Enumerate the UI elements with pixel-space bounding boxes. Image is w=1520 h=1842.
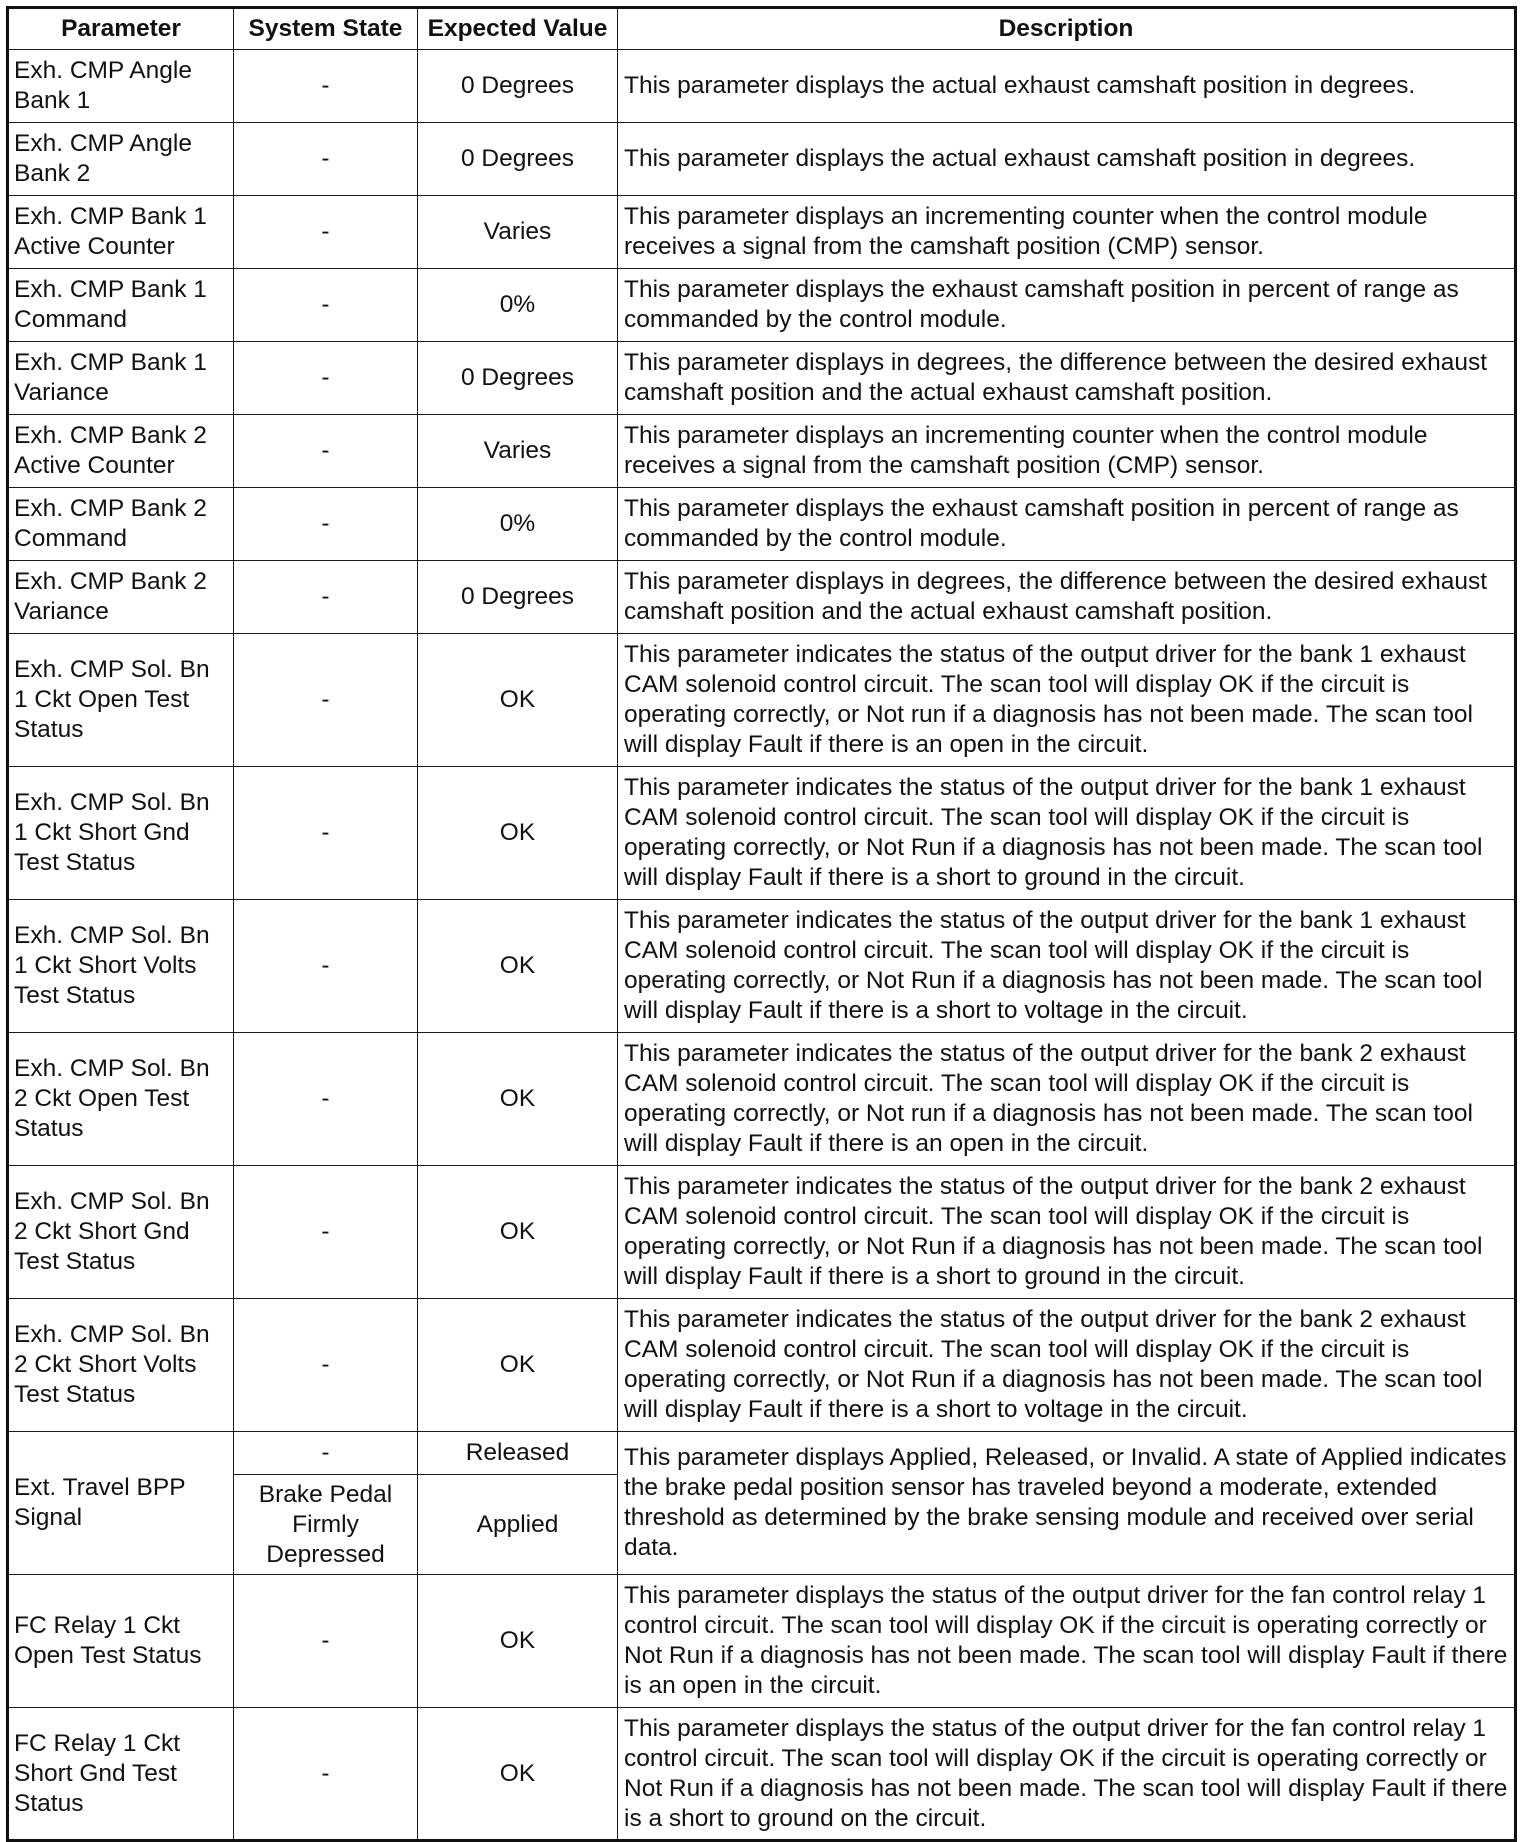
expected-value-cell: OK bbox=[418, 1166, 618, 1299]
parameter-cell: Exh. CMP Bank 2 Command bbox=[8, 488, 234, 561]
description-cell: This parameter indicates the status of the output driver for the bank 2 exhaust CAM solenoid control circuit. The scan tool will display OK if the circuit is operating correctly, or Not Run if a diagnosis has not been made. The scan tool will display Fault if there is a short to ground in the circuit. bbox=[618, 1166, 1516, 1299]
description-cell: This parameter displays the actual exhaust camshaft position in degrees. bbox=[618, 123, 1516, 196]
description-cell: This parameter displays the exhaust camshaft position in percent of range as commanded by the control module. bbox=[618, 488, 1516, 561]
table-row bbox=[8, 561, 1516, 634]
expected-value-cell: 0 Degrees bbox=[418, 123, 618, 196]
header-description: Description bbox=[618, 8, 1516, 50]
expected-value-cell: Released bbox=[418, 1432, 618, 1475]
system-state-cell: Brake Pedal Firmly Depressed bbox=[234, 1475, 418, 1575]
system-state-cell: - bbox=[234, 415, 418, 488]
parameter-cell: Exh. CMP Sol. Bn 1 Ckt Short Volts Test Status bbox=[8, 900, 234, 1033]
description-cell: This parameter displays in degrees, the difference between the desired exhaust camshaft position and the actual exhaust camshaft position. bbox=[618, 561, 1516, 634]
parameter-cell: Exh. CMP Angle Bank 2 bbox=[8, 123, 234, 196]
description-cell: This parameter displays the actual exhaust camshaft position in degrees. bbox=[618, 50, 1516, 123]
table-row bbox=[8, 123, 1516, 196]
system-state-cell: - bbox=[234, 269, 418, 342]
table-row bbox=[8, 1575, 1516, 1708]
system-state-cell: - bbox=[234, 1575, 418, 1708]
header-row bbox=[8, 8, 1516, 50]
table-row bbox=[8, 1299, 1516, 1432]
description-cell: This parameter displays an incrementing counter when the control module receives a signal from the camshaft position (CMP) sensor. bbox=[618, 415, 1516, 488]
expected-value-cell: 0 Degrees bbox=[418, 50, 618, 123]
table-row bbox=[8, 900, 1516, 1033]
description-cell: This parameter displays the status of the output driver for the fan control relay 1 control circuit. The scan tool will display OK if the circuit is operating correctly or Not Run if a diagnosis has not been made. The scan tool will display Fault if there is a short to ground on the circuit. bbox=[618, 1708, 1516, 1841]
parameter-cell: Exh. CMP Bank 1 Variance bbox=[8, 342, 234, 415]
expected-value-cell: OK bbox=[418, 634, 618, 767]
table-row bbox=[8, 1033, 1516, 1166]
parameter-cell: FC Relay 1 Ckt Short Gnd Test Status bbox=[8, 1708, 234, 1841]
expected-value-cell: 0 Degrees bbox=[418, 342, 618, 415]
table-row bbox=[8, 1708, 1516, 1841]
description-cell: This parameter displays the status of the output driver for the fan control relay 1 control circuit. The scan tool will display OK if the circuit is operating correctly or Not Run if a diagnosis has not been made. The scan tool will display Fault if there is an open in the circuit. bbox=[618, 1575, 1516, 1708]
parameter-cell: Exh. CMP Bank 1 Active Counter bbox=[8, 196, 234, 269]
table-row bbox=[8, 488, 1516, 561]
description-cell: This parameter indicates the status of the output driver for the bank 2 exhaust CAM solenoid control circuit. The scan tool will display OK if the circuit is operating correctly, or Not Run if a diagnosis has not been made. The scan tool will display Fault if there is a short to voltage in the circuit. bbox=[618, 1299, 1516, 1432]
description-cell: This parameter indicates the status of the output driver for the bank 1 exhaust CAM solenoid control circuit. The scan tool will display OK if the circuit is operating correctly, or Not Run if a diagnosis has not been made. The scan tool will display Fault if there is a short to ground in the circuit. bbox=[618, 767, 1516, 900]
expected-value-cell: OK bbox=[418, 767, 618, 900]
description-cell: This parameter displays Applied, Released, or Invalid. A state of Applied indicates the brake pedal position sensor has traveled beyond a moderate, extended threshold as determined by the brake sensing module and received over serial data. bbox=[618, 1432, 1516, 1575]
table-row bbox=[8, 269, 1516, 342]
expected-value-cell: OK bbox=[418, 1033, 618, 1166]
description-cell: This parameter indicates the status of the output driver for the bank 1 exhaust CAM solenoid control circuit. The scan tool will display OK if the circuit is operating correctly, or Not run if a diagnosis has not been made. The scan tool will display Fault if there is an open in the circuit. bbox=[618, 634, 1516, 767]
parameter-cell: FC Relay 1 Ckt Open Test Status bbox=[8, 1575, 234, 1708]
parameter-cell: Exh. CMP Sol. Bn 2 Ckt Short Volts Test Status bbox=[8, 1299, 234, 1432]
system-state-cell: - bbox=[234, 1708, 418, 1841]
parameter-cell: Exh. CMP Angle Bank 1 bbox=[8, 50, 234, 123]
table-row bbox=[8, 767, 1516, 900]
table-row bbox=[8, 1166, 1516, 1299]
system-state-cell: - bbox=[234, 123, 418, 196]
expected-value-cell: OK bbox=[418, 1708, 618, 1841]
expected-value-cell: 0 Degrees bbox=[418, 561, 618, 634]
description-cell: This parameter indicates the status of the output driver for the bank 2 exhaust CAM solenoid control circuit. The scan tool will display OK if the circuit is operating correctly, or Not run if a diagnosis has not been made. The scan tool will display Fault if there is an open in the circuit. bbox=[618, 1033, 1516, 1166]
parameter-cell: Exh. CMP Bank 2 Variance bbox=[8, 561, 234, 634]
expected-value-cell: 0% bbox=[418, 269, 618, 342]
table-row bbox=[8, 196, 1516, 269]
system-state-cell: - bbox=[234, 634, 418, 767]
description-cell: This parameter displays in degrees, the difference between the desired exhaust camshaft position and the actual exhaust camshaft position. bbox=[618, 342, 1516, 415]
system-state-cell: - bbox=[234, 50, 418, 123]
expected-value-cell: Varies bbox=[418, 415, 618, 488]
system-state-cell: - bbox=[234, 196, 418, 269]
system-state-cell: - bbox=[234, 561, 418, 634]
parameter-cell: Ext. Travel BPP Signal bbox=[8, 1432, 234, 1575]
parameter-cell: Exh. CMP Sol. Bn 1 Ckt Short Gnd Test Status bbox=[8, 767, 234, 900]
parameter-cell: Exh. CMP Sol. Bn 2 Ckt Short Gnd Test Status bbox=[8, 1166, 234, 1299]
system-state-cell: - bbox=[234, 1299, 418, 1432]
header-parameter: Parameter bbox=[8, 8, 234, 50]
table-row bbox=[8, 634, 1516, 767]
system-state-cell: - bbox=[234, 342, 418, 415]
description-cell: This parameter displays the exhaust camshaft position in percent of range as commanded by the control module. bbox=[618, 269, 1516, 342]
header-system-state: System State bbox=[234, 8, 418, 50]
expected-value-cell: OK bbox=[418, 900, 618, 1033]
expected-value-cell: OK bbox=[418, 1299, 618, 1432]
header-expected-value: Expected Value bbox=[418, 8, 618, 50]
expected-value-cell: Applied bbox=[418, 1475, 618, 1575]
system-state-cell: - bbox=[234, 900, 418, 1033]
table-row bbox=[8, 342, 1516, 415]
parameter-cell: Exh. CMP Sol. Bn 1 Ckt Open Test Status bbox=[8, 634, 234, 767]
expected-value-cell: OK bbox=[418, 1575, 618, 1708]
system-state-cell: - bbox=[234, 1033, 418, 1166]
description-cell: This parameter indicates the status of the output driver for the bank 1 exhaust CAM solenoid control circuit. The scan tool will display OK if the circuit is operating correctly, or Not Run if a diagnosis has not been made. The scan tool will display Fault if there is a short to voltage in the circuit. bbox=[618, 900, 1516, 1033]
table-row bbox=[8, 415, 1516, 488]
table-row bbox=[8, 1432, 1516, 1475]
parameter-cell: Exh. CMP Bank 1 Command bbox=[8, 269, 234, 342]
expected-value-cell: Varies bbox=[418, 196, 618, 269]
system-state-cell: - bbox=[234, 488, 418, 561]
system-state-cell: - bbox=[234, 767, 418, 900]
system-state-cell: - bbox=[234, 1432, 418, 1475]
system-state-cell: - bbox=[234, 1166, 418, 1299]
description-cell: This parameter displays an incrementing counter when the control module receives a signal from the camshaft position (CMP) sensor. bbox=[618, 196, 1516, 269]
parameter-table bbox=[6, 6, 1517, 1842]
table-row bbox=[8, 50, 1516, 123]
parameter-cell: Exh. CMP Sol. Bn 2 Ckt Open Test Status bbox=[8, 1033, 234, 1166]
parameter-cell: Exh. CMP Bank 2 Active Counter bbox=[8, 415, 234, 488]
expected-value-cell: 0% bbox=[418, 488, 618, 561]
